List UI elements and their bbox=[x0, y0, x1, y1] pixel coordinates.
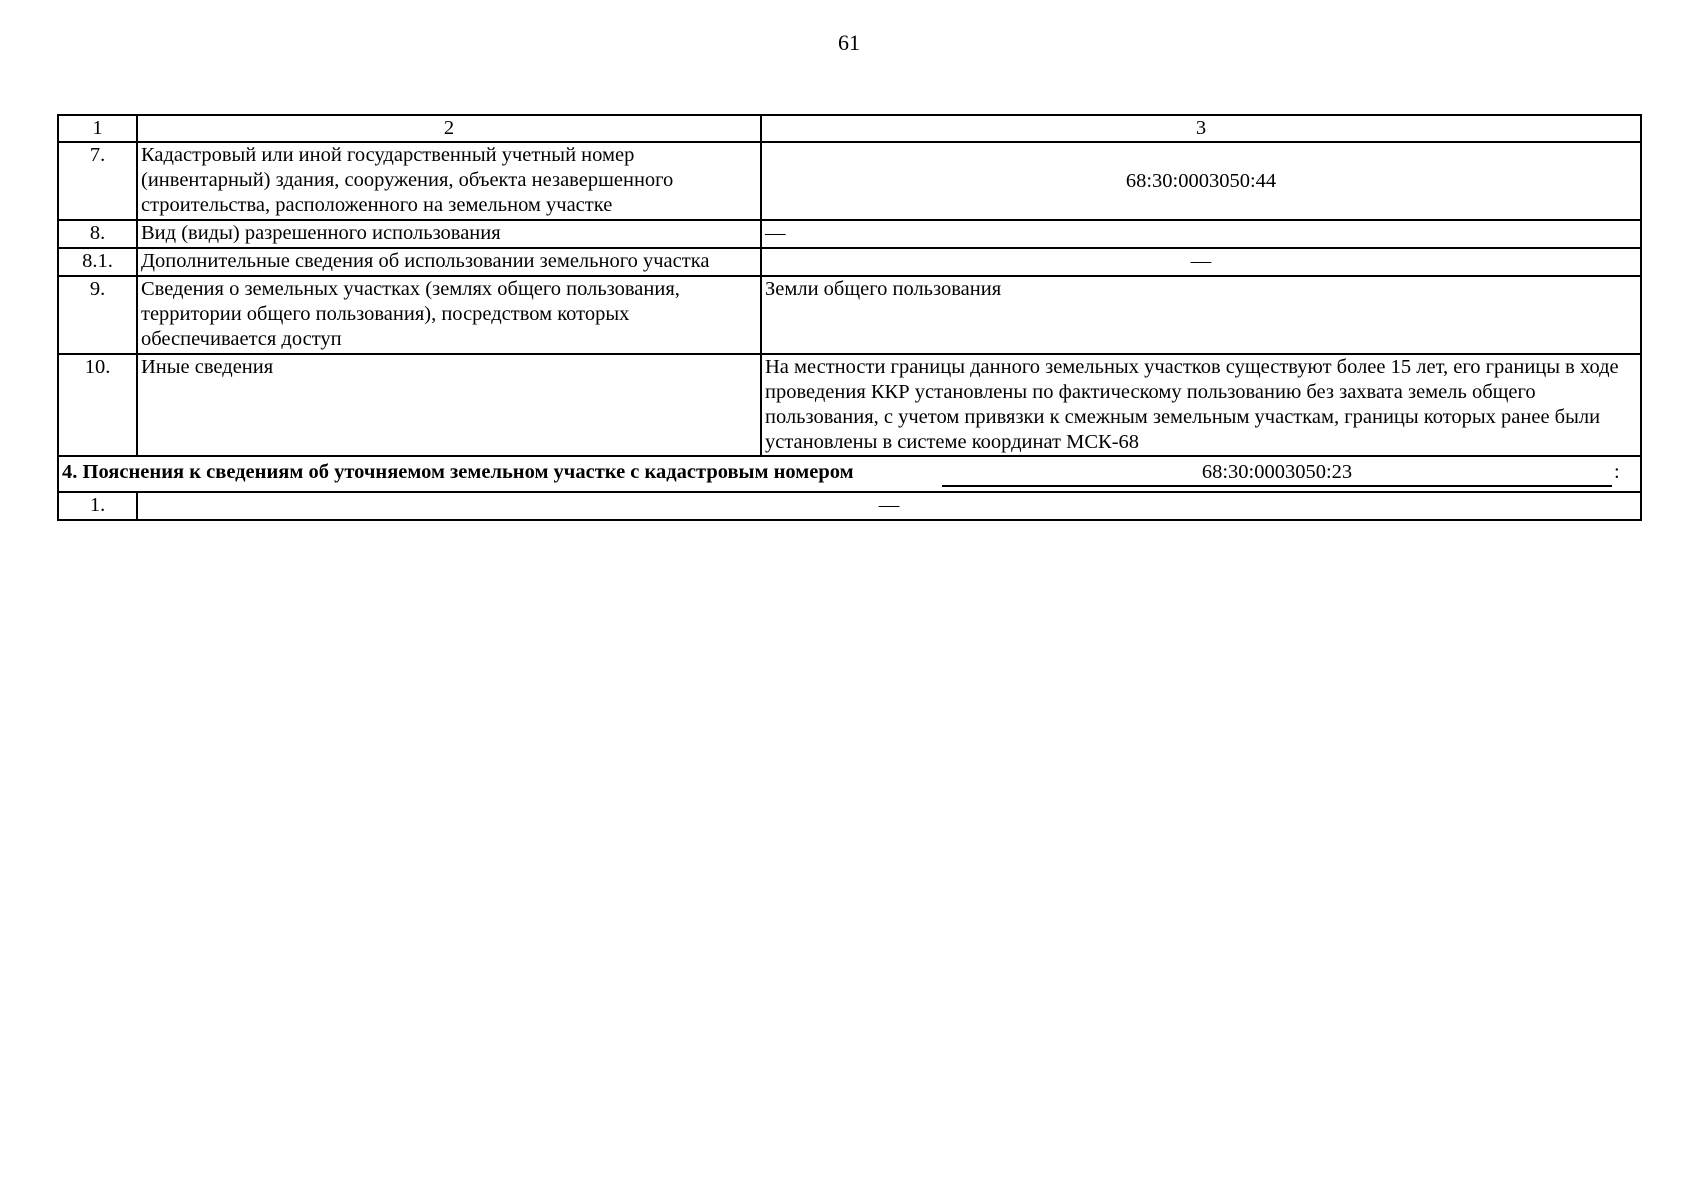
row-label: Дополнительные сведения об использовании земельного участка bbox=[137, 248, 761, 276]
cadastral-info-table bbox=[57, 114, 1642, 521]
row-label: Вид (виды) разрешенного использования bbox=[137, 220, 761, 248]
header-col-2: 2 bbox=[137, 115, 761, 142]
table-row bbox=[58, 276, 1641, 354]
row-number: 8.1. bbox=[58, 248, 137, 276]
row-label: Сведения о земельных участках (землях общего пользования, территории общего пользования), посредством которых обеспечивается доступ bbox=[137, 276, 761, 354]
table-row bbox=[58, 248, 1641, 276]
row-number: 9. bbox=[58, 276, 137, 354]
row-value: Земли общего пользования bbox=[761, 276, 1641, 354]
header-col-3: 3 bbox=[761, 115, 1641, 142]
section-4-header-row bbox=[58, 456, 1641, 492]
table-row bbox=[58, 492, 1641, 520]
row-value: — bbox=[137, 492, 1641, 520]
table-row bbox=[58, 220, 1641, 248]
table-row bbox=[58, 354, 1641, 456]
page-number: 61 bbox=[838, 30, 860, 55]
row-label: Кадастровый или иной государственный учетный номер (инвентарный) здания, сооружения, объекта незавершенного строительства, расположенного на земельном участке bbox=[137, 142, 761, 220]
table-row bbox=[58, 142, 1641, 220]
section-4-header bbox=[58, 456, 1641, 492]
row-value: — bbox=[761, 248, 1641, 276]
row-number: 1. bbox=[58, 492, 137, 520]
row-value: — bbox=[761, 220, 1641, 248]
row-number: 7. bbox=[58, 142, 137, 220]
row-number: 8. bbox=[58, 220, 137, 248]
section-4-cadastral-number: 68:30:0003050:23 bbox=[942, 460, 1612, 487]
header-col-1: 1 bbox=[58, 115, 137, 142]
row-value: На местности границы данного земельных участков существуют более 15 лет, его границы в ходе проведения ККР установлены по фактическому пользованию без захвата земель общего пользования, с учетом привязки к смежным земельным участкам, границы которых ранее были установлены в системе координат МСК-68 bbox=[761, 354, 1641, 456]
row-number: 10. bbox=[58, 354, 137, 456]
section-4-title: 4. Пояснения к сведениям об уточняемом земельном участке с кадастровым номером bbox=[62, 461, 854, 483]
row-label: Иные сведения bbox=[137, 354, 761, 456]
row-value: 68:30:0003050:44 bbox=[761, 142, 1641, 220]
table-header-row bbox=[58, 115, 1641, 142]
section-4-colon: : bbox=[1614, 461, 1620, 483]
